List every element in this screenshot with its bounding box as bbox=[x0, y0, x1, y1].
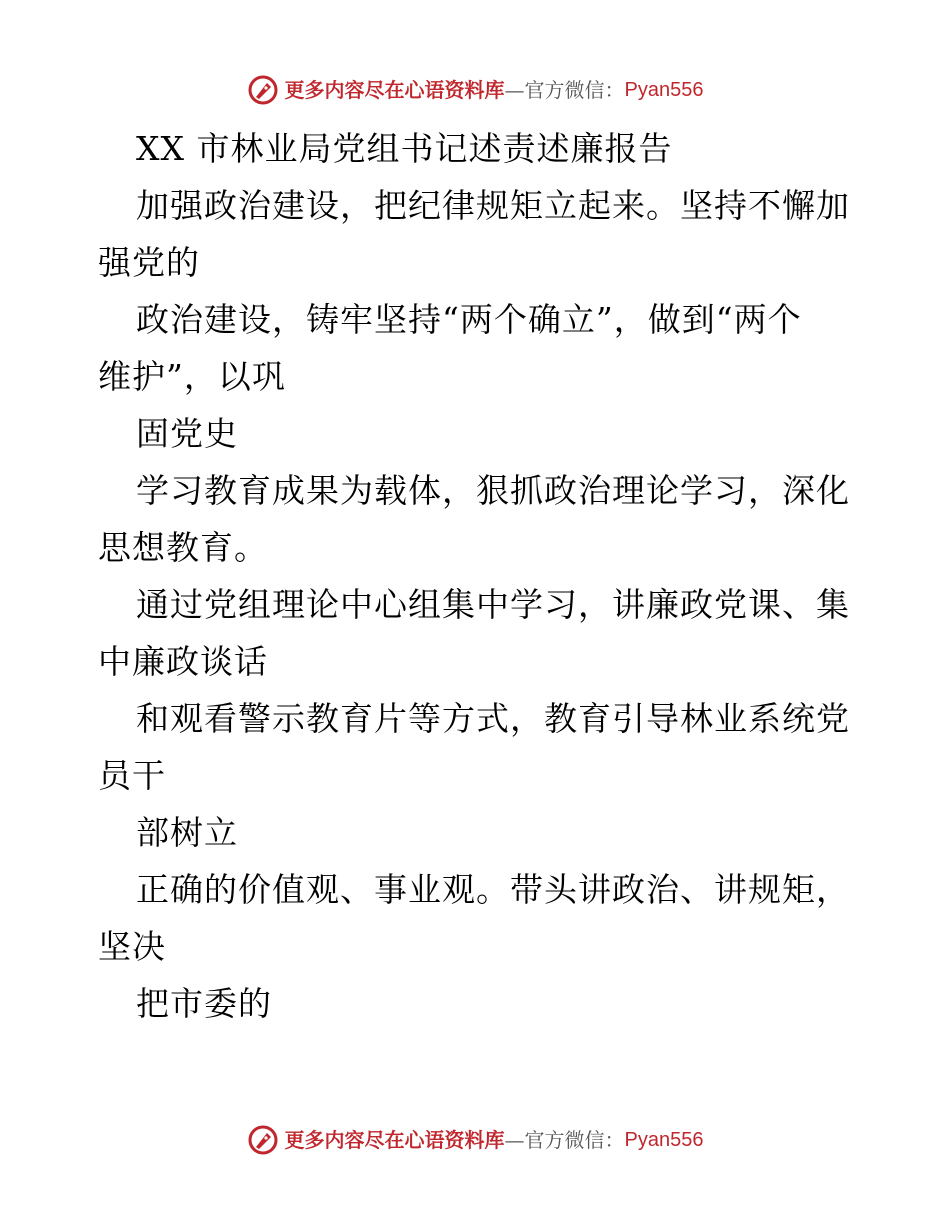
paragraph-line: 思想教育。 bbox=[98, 528, 268, 567]
paragraph-line: XX 市林业局党组书记述责述廉报告 bbox=[136, 129, 673, 168]
header-banner bbox=[0, 70, 950, 110]
paragraph-line: 政治建设，铸牢坚持“两个确立”，做到“两个 bbox=[136, 300, 802, 339]
paragraph-line: 正确的价值观、事业观。带头讲政治、讲规矩， bbox=[136, 870, 850, 909]
pen-nib-logo-icon bbox=[247, 1124, 279, 1156]
header-banner-text: 更多内容尽在心语资料库 bbox=[284, 78, 505, 102]
footer-banner-text: 更多内容尽在心语资料库 bbox=[284, 1128, 505, 1152]
footer-wechat-id: Pyan556 bbox=[624, 1129, 704, 1151]
paragraph-line: 和观看警示教育片等方式，教育引导林业系统党 bbox=[136, 699, 850, 738]
paragraph-line: 部树立 bbox=[136, 813, 238, 852]
paragraph-line: 坚决 bbox=[98, 927, 166, 966]
header-banner-separator: — bbox=[504, 78, 525, 102]
document-body bbox=[98, 120, 858, 1032]
footer-wechat-label: 官方微信： bbox=[524, 1128, 625, 1152]
pen-nib-logo-icon bbox=[247, 74, 279, 106]
paragraph-line: 把市委的 bbox=[136, 984, 272, 1023]
header-wechat-label: 官方微信： bbox=[524, 78, 625, 102]
paragraph-line: 通过党组理论中心组集中学习，讲廉政党课、集 bbox=[136, 585, 850, 624]
paragraph-line: 维护”，以巩 bbox=[98, 357, 286, 396]
paragraph-line: 固党史 bbox=[136, 414, 238, 453]
paragraph-line: 中廉政谈话 bbox=[98, 642, 268, 681]
paragraph-line: 学习教育成果为载体，狠抓政治理论学习，深化 bbox=[136, 471, 850, 510]
paragraph-line: 加强政治建设，把纪律规矩立起来。坚持不懈加 bbox=[136, 186, 850, 225]
header-wechat-id: Pyan556 bbox=[624, 79, 704, 101]
paragraph-line: 强党的 bbox=[98, 243, 200, 282]
footer-banner bbox=[0, 1120, 950, 1160]
footer-banner-separator: — bbox=[504, 1128, 525, 1152]
paragraph-line: 员干 bbox=[98, 756, 166, 795]
